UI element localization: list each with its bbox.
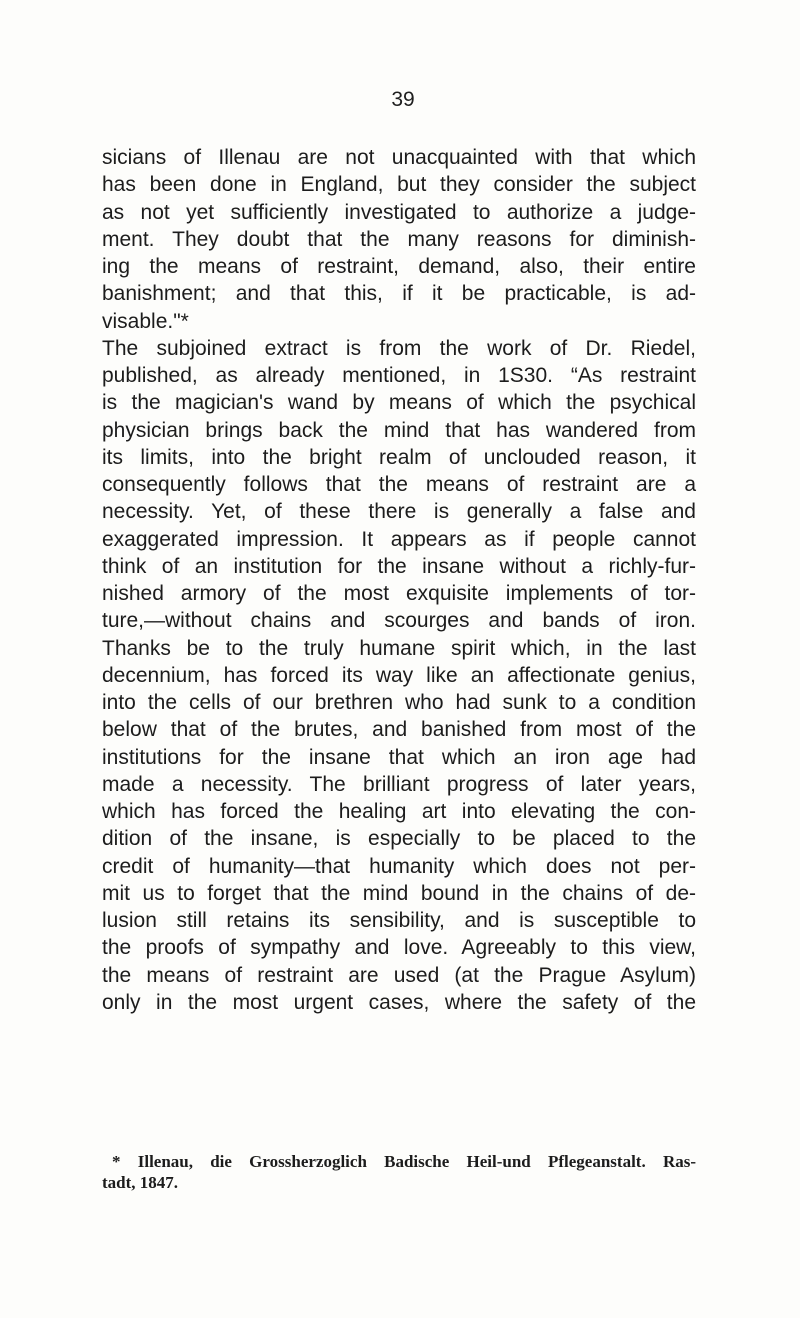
text-line: dition of the insane, is especially to be placed to the xyxy=(102,827,696,851)
body-text xyxy=(102,144,696,1016)
text-line: banishment; and that this, if it be practicable, is ad- xyxy=(102,282,696,306)
text-line: mit us to forget that the mind bound in the chains of de- xyxy=(102,881,696,905)
text-line: into the cells of our brethren who had sunk to a condition xyxy=(102,691,696,714)
text-line: think of an institution for the insane without a richly-fur- xyxy=(102,554,696,578)
text-line: the proofs of sympathy and love. Agreeably to this view, xyxy=(102,936,696,960)
text-line: ture,—without chains and scourges and bands of iron. xyxy=(102,609,696,633)
text-line: made a necessity. The brilliant progress of later years, xyxy=(102,772,696,796)
text-line: as not yet sufficiently investigated to authorize a judge- xyxy=(102,200,696,224)
text-line: below that of the brutes, and banished from most of the xyxy=(102,718,696,742)
page-number: 39 xyxy=(391,88,415,111)
text-line: credit of humanity—that humanity which does not per- xyxy=(102,854,696,878)
text-line: exaggerated impression. It appears as if people cannot xyxy=(102,527,696,551)
text-line: is the magician's wand by means of which the psychical xyxy=(102,391,696,415)
text-line: decennium, has forced its way like an affectionate genius, xyxy=(102,663,696,687)
text-line: consequently follows that the means of restraint are a xyxy=(102,473,696,496)
footnote-line: tadt, 1847. xyxy=(102,1173,179,1192)
text-line: only in the most urgent cases, where the safety of the xyxy=(102,990,696,1014)
text-line: ment. They doubt that the many reasons for diminish- xyxy=(102,227,696,251)
text-line: has been done in England, but they consider the subject xyxy=(102,173,696,197)
text-line: which has forced the healing art into elevating the con- xyxy=(102,800,696,823)
text-line: lusion still retains its sensibility, and is susceptible to xyxy=(102,909,696,932)
text-line: Thanks be to the truly humane spirit which, in the last xyxy=(102,636,696,660)
text-line: published, as already mentioned, in 1S30. “As restraint xyxy=(102,364,696,387)
text-line: institutions for the insane that which an iron age had xyxy=(102,745,696,769)
text-line: The subjoined extract is from the work of Dr. Riedel, xyxy=(102,336,696,360)
text-line: sicians of Illenau are not unacquainted with that which xyxy=(102,146,696,169)
text-line: visable."* xyxy=(102,309,189,333)
text-line: its limits, into the bright realm of unclouded reason, it xyxy=(102,445,696,469)
text-line: ing the means of restraint, demand, also, their entire xyxy=(102,255,696,278)
footnote-line: * Illenau, die Grossherzoglich Badische Heil-und Pflegeanstalt. Ras- xyxy=(112,1152,696,1171)
text-line: necessity. Yet, of these there is generally a false and xyxy=(102,500,696,524)
text-line: physician brings back the mind that has wandered from xyxy=(102,418,696,442)
text-line: nished armory of the most exquisite implements of tor- xyxy=(102,582,696,605)
text-line: the means of restraint are used (at the Prague Asylum) xyxy=(102,963,696,987)
footnote xyxy=(102,1151,696,1193)
